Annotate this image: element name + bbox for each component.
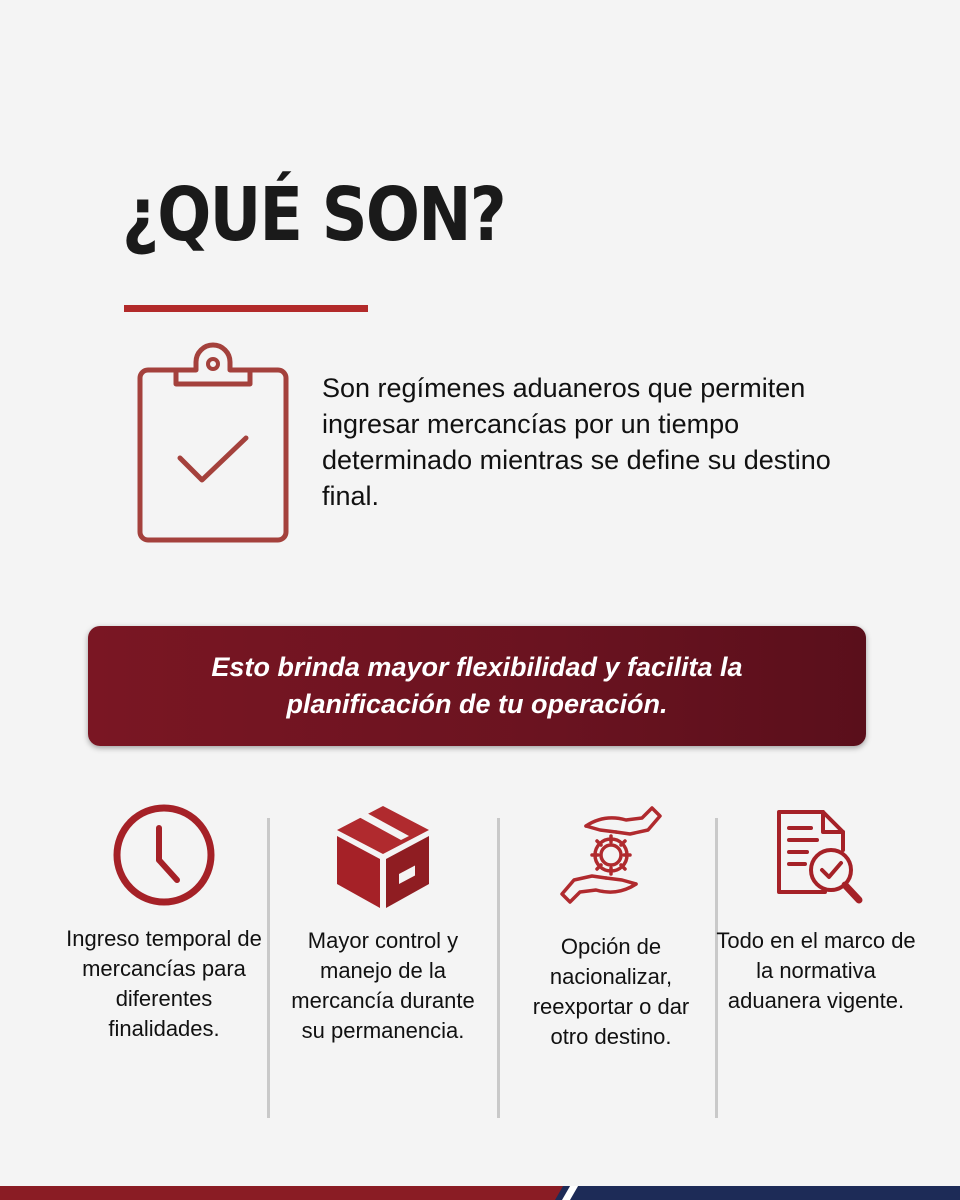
clock-icon [109, 800, 219, 910]
intro-text: Son regímenes aduaneros que permiten ingresar mercancías por un tiempo determinado mientras se define su destino final. [322, 373, 831, 511]
divider [497, 818, 500, 1118]
title-underline [124, 305, 368, 312]
feature-temporary-entry [64, 800, 264, 1044]
feature-label: Mayor control y manejo de la mercancía durante su permanencia. [291, 928, 475, 1043]
feature-options [511, 800, 711, 1052]
footer-stripe-red [0, 1186, 570, 1200]
hands-gear-icon [556, 800, 666, 910]
document-search-icon [761, 800, 871, 912]
page-title: ¿QUÉ SON? [122, 172, 505, 258]
feature-control [283, 800, 483, 1046]
box-icon [331, 800, 435, 912]
highlight-banner [88, 626, 866, 746]
divider [267, 818, 270, 1118]
clipboard-check-icon [132, 340, 294, 550]
feature-label: Ingreso temporal de mercancías para diferentes finalidades. [66, 926, 262, 1041]
banner-text: Esto brinda mayor flexibilidad y facilita la planificación de tu operación. [211, 652, 743, 719]
feature-label: Todo en el marco de la normativa aduanera vigente. [716, 928, 916, 1013]
feature-label: Opción de nacionalizar, reexportar o dar otro destino. [532, 934, 690, 1049]
feature-regulation [716, 800, 916, 1016]
footer-stripe-blue [555, 1186, 960, 1200]
